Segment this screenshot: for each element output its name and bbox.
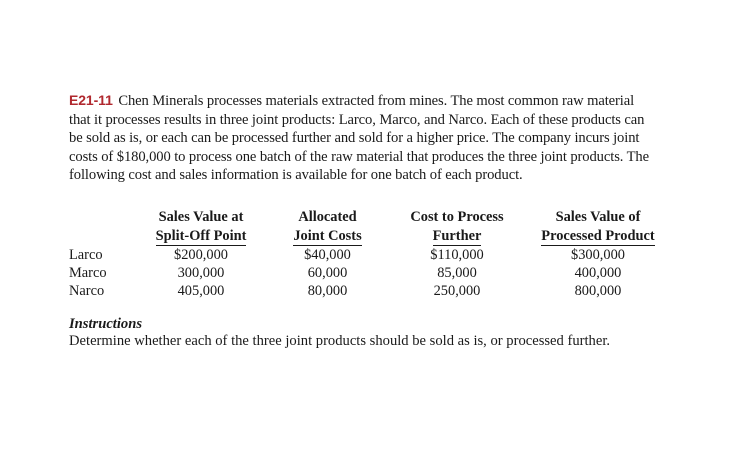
instructions bbox=[69, 316, 669, 350]
header-line2: Further bbox=[432, 228, 482, 244]
header-line2: Joint Costs bbox=[293, 228, 362, 244]
header-sales-processed bbox=[522, 208, 674, 246]
cell: $300,000 bbox=[571, 247, 625, 263]
cell: $40,000 bbox=[304, 247, 351, 263]
table-row bbox=[69, 246, 674, 264]
row-label: Narco bbox=[69, 283, 105, 299]
cell: 250,000 bbox=[433, 283, 481, 299]
header-cost-to-process bbox=[392, 208, 522, 246]
cell: 800,000 bbox=[574, 283, 622, 299]
cell: 405,000 bbox=[177, 283, 225, 299]
instructions-title: Instructions bbox=[69, 316, 143, 332]
header-line1: Sales Value at bbox=[158, 209, 244, 225]
row-label-header bbox=[69, 208, 139, 246]
header-line1: Sales Value of bbox=[555, 209, 641, 225]
table-header-row bbox=[69, 208, 674, 246]
row-label: Marco bbox=[69, 265, 107, 281]
cell: 85,000 bbox=[437, 265, 477, 281]
problem-id: E21-11 bbox=[69, 92, 113, 108]
header-line2: Processed Product bbox=[541, 228, 655, 244]
cell: $200,000 bbox=[174, 247, 228, 263]
instructions-text: Determine whether each of the three joint products should be sold as is, or processed further. bbox=[69, 333, 611, 349]
header-sales-split-off bbox=[139, 208, 263, 246]
header-line1: Allocated bbox=[298, 209, 357, 225]
cell: 80,000 bbox=[307, 283, 348, 299]
cell: 60,000 bbox=[307, 265, 348, 281]
cell: 400,000 bbox=[574, 265, 622, 281]
header-allocated-joint-costs bbox=[263, 208, 392, 246]
problem-text: Chen Minerals processes materials extracted from mines. The most common raw material that it processes results in three joint products: Larco, Marco, and Narco. Each of these products can be sold as is, or each can be processed further and sold for a higher price. The company incurs joint costs of $180,000 to process one batch of the raw material that produces the three joint products. The following cost and sales information is available for one batch of each product. bbox=[69, 93, 650, 184]
table-row bbox=[69, 264, 674, 282]
problem-statement bbox=[69, 91, 659, 185]
table-row bbox=[69, 282, 674, 300]
cell: 300,000 bbox=[177, 265, 225, 281]
header-line2: Split-Off Point bbox=[155, 228, 247, 244]
header-line1: Cost to Process bbox=[410, 209, 504, 225]
row-label: Larco bbox=[69, 247, 103, 263]
cell: $110,000 bbox=[430, 247, 484, 263]
cost-table bbox=[69, 208, 674, 300]
